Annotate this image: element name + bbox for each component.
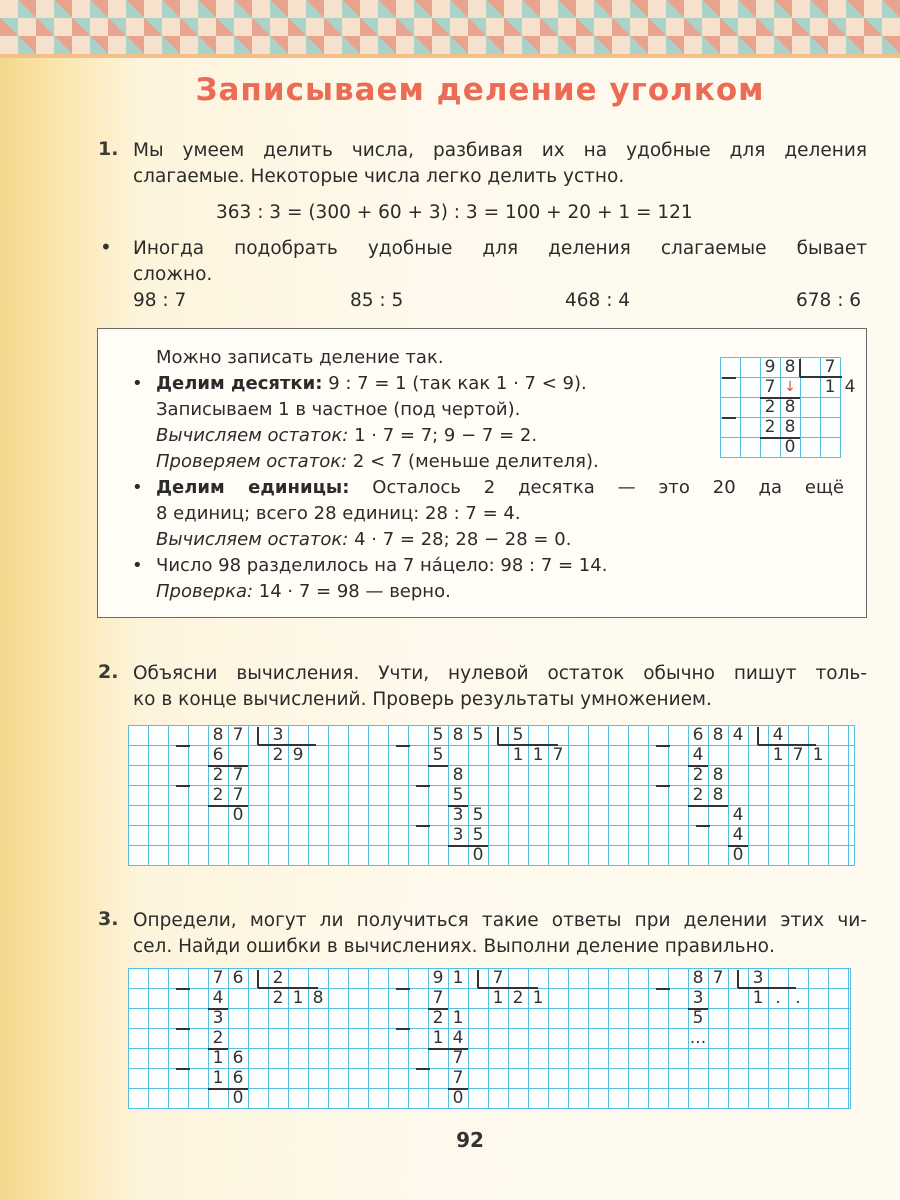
bullet-icon: • [100, 235, 112, 259]
task-3-line-2: сел. Найди ошибки в вычислениях. Выполни деление правильно. [133, 936, 775, 957]
division-digit: 1 [532, 745, 544, 765]
division-digit: 5 [512, 725, 524, 745]
rule-step-1-line-3 [156, 423, 537, 449]
division-digit: 3 [452, 805, 464, 825]
division-digit: 3 [452, 825, 464, 845]
division-digit: 4 [732, 825, 744, 845]
division-digit: 4 [692, 745, 704, 765]
division-digit: 6 [232, 968, 244, 988]
task-1-number: 1. [98, 138, 119, 160]
division-digit: 8 [312, 988, 324, 1008]
division-digit: 1 [492, 988, 504, 1008]
division-digit: 2 [692, 785, 704, 805]
division-digit: 8 [692, 968, 704, 988]
bullet-icon: • [132, 555, 143, 576]
division-digit: . [775, 988, 781, 1008]
division-digit: 5 [472, 825, 484, 845]
division-digit: 1 [752, 988, 764, 1008]
division-digit: 6 [212, 745, 224, 765]
division-digit: 4 [772, 725, 784, 745]
division-digit: 8 [452, 725, 464, 745]
division-digit: 1 [824, 377, 836, 397]
division-digit: 7 [824, 357, 836, 377]
rule-box [97, 328, 867, 618]
division-digit: 7 [452, 1068, 464, 1088]
rule-step-3: Число 98 разделилось на 7 на́цело: 98 : 7 = 14. [156, 555, 608, 576]
division-digit: 2 [764, 417, 776, 437]
division-digit: 1 [532, 988, 544, 1008]
division-digit: 5 [432, 745, 444, 765]
task-1-line-1: Мы умеем делить числа, разбивая их на удобные для деления [133, 140, 867, 161]
task-3-line-1: Определи, могут ли получиться такие ответы при делении этих чи- [133, 910, 867, 931]
task-2-line-2: ко в конце вычислений. Проверь результаты умножением. [133, 689, 712, 710]
division-digit: 7 [552, 745, 564, 765]
division-digit: 7 [232, 785, 244, 805]
rule-step-1-remainder-label: Вычисляем остаток: [156, 425, 349, 446]
division-digit: 2 [212, 785, 224, 805]
division-digit: 2 [692, 765, 704, 785]
division-digit: 9 [764, 357, 776, 377]
division-digit: 5 [472, 725, 484, 745]
division-digit: 2 [272, 968, 284, 988]
division-digit: 1 [512, 745, 524, 765]
division-digit: 1 [292, 988, 304, 1008]
division-digit: 7 [492, 968, 504, 988]
division-digit: 6 [692, 725, 704, 745]
division-digit: 6 [232, 1048, 244, 1068]
division-digit: 3 [752, 968, 764, 988]
division-digit: 7 [212, 968, 224, 988]
rule-step-2 [156, 475, 844, 501]
division-digit: 7 [792, 745, 804, 765]
division-digit: 8 [712, 785, 724, 805]
division-digit: 1 [452, 968, 464, 988]
division-digit: 7 [712, 968, 724, 988]
division-digit: 2 [432, 1008, 444, 1028]
division-digit: 0 [232, 1088, 244, 1108]
rule-step-2-line-2: 8 единиц; всего 28 единиц: 28 : 7 = 4. [156, 503, 521, 524]
bullet-icon: • [132, 477, 143, 498]
task-1-formula: 363 : 3 = (300 + 60 + 3) : 3 = 100 + 20 + 1 = 121 [216, 202, 693, 223]
division-digit: 5 [432, 725, 444, 745]
division-digit: 2 [272, 745, 284, 765]
division-digit: . [795, 988, 801, 1008]
division-digit: 8 [784, 397, 796, 417]
task-2-number: 2. [98, 661, 119, 683]
rule-step-3-line-2 [156, 579, 451, 605]
rule-intro: Можно записать деление так. [156, 347, 444, 368]
rule-step-1-line-2: Записываем 1 в частное (под чертой). [156, 399, 521, 420]
division-digit: 8 [712, 765, 724, 785]
task-1-line-2: слагаемые. Некоторые числа легко делить устно. [133, 166, 625, 187]
task-1-bullet-line-2: сложно. [133, 264, 213, 285]
rule-verification-label: Проверка: [156, 581, 254, 602]
division-digit: 2 [764, 397, 776, 417]
rule-step-2-remainder: 4 · 7 = 28; 28 − 28 = 0. [354, 529, 572, 550]
division-digit: 7 [432, 988, 444, 1008]
division-digit: 8 [784, 357, 796, 377]
division-digit: 2 [272, 988, 284, 1008]
division-digit: 0 [784, 437, 796, 457]
division-digit: 5 [452, 785, 464, 805]
rule-step-1-check-label: Проверяем остаток: [156, 451, 348, 472]
division-digit: 3 [272, 725, 284, 745]
task-3-number: 3. [98, 908, 119, 930]
page-title: Записываем деление уголком [195, 72, 765, 108]
division-digit: 7 [452, 1048, 464, 1068]
rule-step-1-remainder: 1 · 7 = 7; 9 − 7 = 2. [354, 425, 538, 446]
division-digit: 3 [212, 1008, 224, 1028]
division-digit: 1 [212, 1048, 224, 1068]
rule-step-2-heading: Делим единицы: [156, 477, 350, 498]
rule-step-2-line-3 [156, 527, 571, 553]
division-digit: ↓ [784, 379, 796, 395]
division-digit: 9 [292, 745, 304, 765]
division-digit: 0 [452, 1088, 464, 1108]
division-digit: 1 [452, 1008, 464, 1028]
division-digit: 7 [764, 377, 776, 397]
division-digit: 1 [812, 745, 824, 765]
rule-step-2-text: Осталось 2 десятка — это 20 да ещё [372, 477, 844, 498]
division-digit: 7 [232, 725, 244, 745]
division-digit: 0 [472, 845, 484, 865]
rule-step-1 [156, 371, 587, 397]
division-digit: 8 [712, 725, 724, 745]
rule-step-1-heading: Делим десятки: [156, 373, 323, 394]
division-digit: 4 [212, 988, 224, 1008]
division-digit: 3 [692, 988, 704, 1008]
division-digit: 1 [432, 1028, 444, 1048]
rule-step-1-line-4 [156, 449, 599, 475]
example-3: 468 : 4 [565, 290, 631, 311]
rule-step-1-text: 9 : 7 = 1 (так как 1 · 7 < 9). [328, 373, 587, 394]
division-digit: 4 [732, 805, 744, 825]
division-digit: 2 [212, 765, 224, 785]
bullet-icon: • [132, 373, 143, 394]
decorative-banner [0, 0, 900, 58]
example-1: 98 : 7 [133, 290, 187, 311]
division-digit: 5 [692, 1008, 704, 1028]
division-digit: 2 [512, 988, 524, 1008]
division-digit: 4 [452, 1028, 464, 1048]
example-2: 85 : 5 [350, 290, 404, 311]
rule-step-2-remainder-label: Вычисляем остаток: [156, 529, 349, 550]
rule-verification: 14 · 7 = 98 — верно. [258, 581, 451, 602]
division-digit: 6 [232, 1068, 244, 1088]
division-digit: 7 [232, 765, 244, 785]
task-2-line-1: Объясни вычисления. Учти, нулевой остаток обычно пишут толь- [133, 663, 867, 684]
rule-step-1-check: 2 < 7 (меньше делителя). [352, 451, 599, 472]
division-digit: 5 [472, 805, 484, 825]
division-digit: 8 [212, 725, 224, 745]
task-1-bullet-line-1: Иногда подобрать удобные для деления слагаемые бывает [133, 238, 867, 259]
division-digit: 1 [212, 1068, 224, 1088]
division-digit: ... [689, 1028, 707, 1048]
division-digit: 0 [232, 805, 244, 825]
division-digit: 4 [732, 725, 744, 745]
example-4: 678 : 6 [796, 290, 862, 311]
division-digit: 9 [432, 968, 444, 988]
division-digit: 8 [452, 765, 464, 785]
division-digit: 1 [772, 745, 784, 765]
division-digit: 0 [732, 845, 744, 865]
division-digit: 2 [212, 1028, 224, 1048]
division-digit: 4 [844, 377, 856, 397]
division-digit: 8 [784, 417, 796, 437]
page-number: 92 [456, 1128, 484, 1152]
